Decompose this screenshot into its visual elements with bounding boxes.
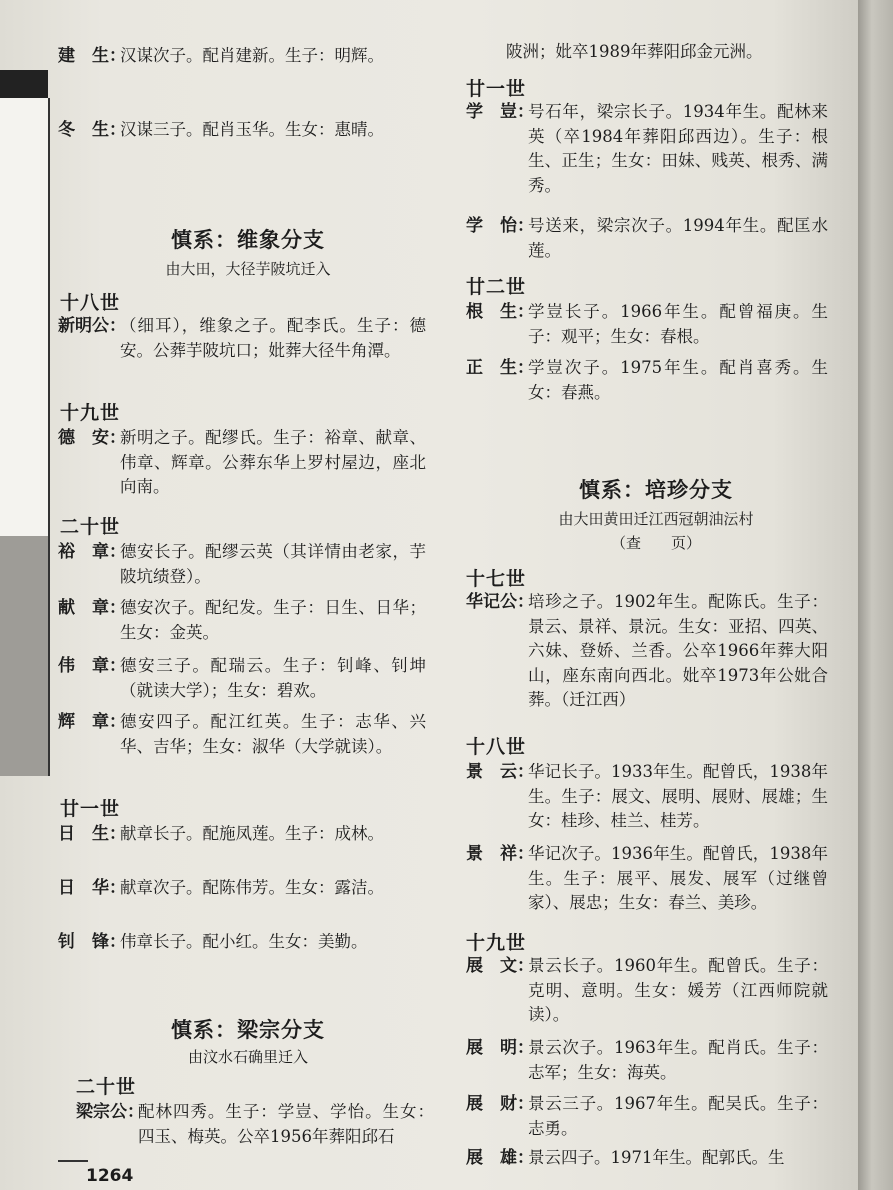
entry-name: 日 生： xyxy=(58,824,126,844)
entry-name: 华记公： xyxy=(466,592,534,612)
entry-name: 学 怡： xyxy=(466,216,534,236)
entry-name: 展 雄： xyxy=(466,1148,534,1168)
entry-name: 景 云： xyxy=(466,762,534,782)
next-page-edge xyxy=(858,0,893,1190)
entry-text: 号送来，梁宗次子。1994年生。配匡水莲。 xyxy=(528,216,828,260)
entry-name: 新明公： xyxy=(58,316,126,336)
entry-text: 德安次子。配纪发。生子：日生、日华；生女：金英。 xyxy=(120,598,426,642)
entry-text: 德安四子。配江红英。生子：志华、兴华、吉华；生女：淑华（大学就读）。 xyxy=(120,712,426,756)
entry-text: 景云长子。1960年生。配曾氏。生子：克明、意明。生女：媛芳（江西师院就读）。 xyxy=(528,956,828,1024)
entry-name: 展 文： xyxy=(466,956,534,976)
generation-heading: 十八世 xyxy=(60,292,121,314)
entry-name: 建 生： xyxy=(58,46,126,66)
entry-name: 裕 章： xyxy=(58,542,126,562)
side-strip-gray xyxy=(0,536,50,776)
generation-heading: 二十世 xyxy=(76,1076,137,1098)
entry-name: 正 生： xyxy=(466,358,534,378)
entry-text: 德安长子。配缪云英（其详情由老家，芋陂坑绩登）。 xyxy=(120,542,426,586)
generation-heading: 二十世 xyxy=(60,516,121,538)
entry-name: 展 明： xyxy=(466,1038,534,1058)
entry-name: 学 豈： xyxy=(466,102,534,122)
entry-text: 景云四子。1971年生。配郭氏。生 xyxy=(528,1148,785,1167)
continued-text: 陂洲；妣卒1989年葬阳邱金元洲。 xyxy=(506,42,763,61)
entry-text: 德安三子。配瑞云。生子：钊峰、钊坤（就读大学）；生女：碧欢。 xyxy=(120,656,426,700)
entry-text: 献章次子。配陈伟芳。生女：露洁。 xyxy=(120,878,384,897)
generation-heading: 十九世 xyxy=(60,402,121,424)
section-title: 慎系：培珍分支 xyxy=(579,478,733,502)
entry-text: 学豈长子。1966年生。配曾福庚。生子：观平；生女：春根。 xyxy=(528,302,828,346)
entry-text: 华记次子。1936年生。配曾氏，1938年生。生子：展平、展发、展军（过继曾家）、展忠；生女：春兰、美珍。 xyxy=(528,844,828,912)
entry-text: （细耳），维象之子。配李氏。生子：德安。公葬芋陂坑口；妣葬大径牛角潭。 xyxy=(120,316,426,360)
entry-name: 献 章： xyxy=(58,598,126,618)
entry-text: 配林四秀。生子：学豈、学怡。生女：四玉、梅英。公卒1956年葬阳邱石 xyxy=(138,1102,434,1146)
entry-name: 冬 生： xyxy=(58,120,126,140)
page-number-rule xyxy=(58,1160,88,1162)
entry-text: 华记长子。1933年生。配曾氏，1938年生。生子：展文、展明、展财、展雄；生女：桂珍、桂兰、桂芳。 xyxy=(528,762,828,830)
entry-text: 景云次子。1963年生。配肖氏。生子：志军；生女：海英。 xyxy=(528,1038,828,1082)
page-number: 1264 xyxy=(86,1166,134,1186)
entry-name: 钊 锋： xyxy=(58,932,126,952)
side-strip-bar xyxy=(0,70,48,98)
entry-name: 景 祥： xyxy=(466,844,534,864)
entry-name: 展 财： xyxy=(466,1094,534,1114)
side-strip-white xyxy=(0,98,50,536)
entry-name: 梁宗公： xyxy=(76,1102,144,1122)
section-subtitle: 由大田黄田迁江西冠朝油沄村 xyxy=(558,510,754,528)
section-title: 慎系：梁宗分支 xyxy=(171,1018,325,1042)
generation-heading: 廿二世 xyxy=(466,276,527,298)
entry-text: 汉谋次子。配肖建新。生子：明辉。 xyxy=(120,46,384,65)
generation-heading: 十七世 xyxy=(466,568,527,590)
entry-text: 学豈次子。1975年生。配肖喜秀。生女：春燕。 xyxy=(528,358,828,402)
section-subtitle: 由汶水石确里迁入 xyxy=(187,1048,308,1066)
generation-heading: 廿一世 xyxy=(466,78,527,100)
entry-text: 培珍之子。1902年生。配陈氏。生子：景云、景祥、景沅。生女：亚招、四英、六妹、登娇、兰香。公卒1966年葬大阳山，座东南向西北。妣卒1973年公妣合葬。（迁江西） xyxy=(528,592,828,709)
entry-name: 根 生： xyxy=(466,302,534,322)
entry-text: 汉谋三子。配肖玉华。生女：惠晴。 xyxy=(120,120,384,139)
entry-text: 景云三子。1967年生。配吴氏。生子：志勇。 xyxy=(528,1094,828,1138)
entry-text: 新明之子。配缪氏。生子：裕章、献章、伟章、辉章。公葬东华上罗村屋边，座北向南。 xyxy=(120,428,426,496)
entry-text: 号石年，梁宗长子。1934年生。配林来英（卒1984年葬阳邱西边）。生子：根生、正生；生女：田妹、贱英、根秀、满秀。 xyxy=(528,102,828,195)
generation-heading: 十九世 xyxy=(466,932,527,954)
section-subtitle-page-ref: （查 页） xyxy=(610,534,701,552)
generation-heading: 廿一世 xyxy=(60,798,121,820)
generation-heading: 十八世 xyxy=(466,736,527,758)
entry-text: 伟章长子。配小红。生女：美勤。 xyxy=(120,932,368,951)
entry-name: 伟 章： xyxy=(58,656,126,676)
entry-text: 献章长子。配施凤莲。生子：成林。 xyxy=(120,824,384,843)
section-title: 慎系：维象分支 xyxy=(171,228,325,252)
entry-name: 辉 章： xyxy=(58,712,126,732)
entry-name: 德 安： xyxy=(58,428,126,448)
section-subtitle: 由大田，大径芋陂坑迁入 xyxy=(165,260,331,278)
entry-name: 日 华： xyxy=(58,878,126,898)
